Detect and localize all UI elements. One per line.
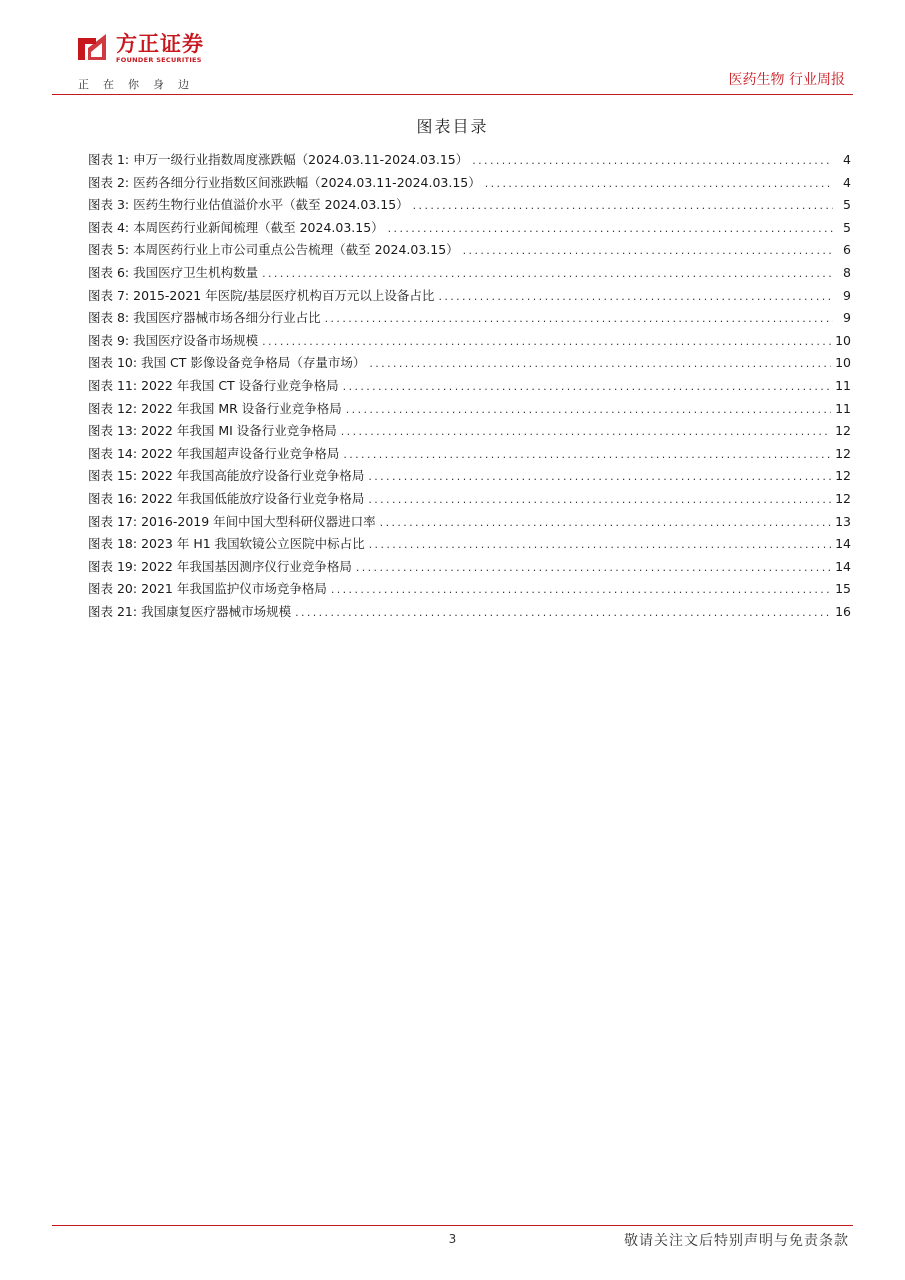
toc-entry-page: 13 <box>835 513 851 529</box>
toc-entry-page: 14 <box>835 558 851 574</box>
toc-entry-page: 8 <box>843 264 851 280</box>
toc-leader-dots <box>325 312 833 325</box>
toc-leader-dots <box>463 244 833 257</box>
toc-entry[interactable] <box>88 150 851 173</box>
toc-entry[interactable] <box>88 399 851 422</box>
toc-entry[interactable] <box>88 444 851 467</box>
toc-entry-page: 6 <box>843 242 851 258</box>
toc-entry-label: 图表 18: 2023 年 H1 我国软镜公立医院中标占比 <box>88 536 365 552</box>
toc-entry-page: 10 <box>835 355 851 371</box>
footer-divider <box>52 1225 853 1226</box>
toc-entry-page: 16 <box>835 603 851 619</box>
toc-entry-page: 5 <box>843 219 851 235</box>
figure-table-of-contents <box>88 150 851 624</box>
toc-leader-dots <box>380 516 831 529</box>
toc-entry[interactable] <box>88 579 851 602</box>
toc-entry-label: 图表 10: 我国 CT 影像设备竞争格局（存量市场） <box>88 355 366 371</box>
toc-entry-label: 图表 8: 我国医疗器械市场各细分行业占比 <box>88 310 321 326</box>
toc-entry-label: 图表 15: 2022 年我国高能放疗设备行业竞争格局 <box>88 468 365 484</box>
toc-entry[interactable] <box>88 286 851 309</box>
toc-entry-label: 图表 17: 2016-2019 年间中国大型科研仪器进口率 <box>88 513 376 529</box>
report-category: 医药生物 行业周报 <box>728 72 845 88</box>
toc-leader-dots <box>485 177 833 190</box>
page-number: 3 <box>448 1232 457 1246</box>
toc-leader-dots <box>331 583 831 596</box>
toc-entry-page: 12 <box>835 445 851 461</box>
toc-entry[interactable] <box>88 421 851 444</box>
toc-entry-page: 5 <box>843 197 851 213</box>
toc-entry-label: 图表 2: 医药各细分行业指数区间涨跌幅（2024.03.11-2024.03.15） <box>88 174 481 190</box>
toc-entry-label: 图表 6: 我国医疗卫生机构数量 <box>88 264 259 280</box>
toc-entry-label: 图表 11: 2022 年我国 CT 设备行业竞争格局 <box>88 377 339 393</box>
toc-leader-dots <box>346 403 831 416</box>
toc-entry-label: 图表 1: 申万一级行业指数周度涨跌幅（2024.03.11-2024.03.15） <box>88 152 469 167</box>
toc-entry[interactable] <box>88 263 851 286</box>
toc-leader-dots <box>341 425 831 438</box>
toc-entry-label: 图表 9: 我国医疗设备市场规模 <box>88 332 259 348</box>
toc-entry-label: 图表 3: 医药生物行业估值溢价水平（截至 2024.03.15） <box>88 197 409 213</box>
toc-entry[interactable] <box>88 489 851 512</box>
toc-entry-label: 图表 14: 2022 年我国超声设备行业竞争格局 <box>88 445 340 461</box>
toc-entry[interactable] <box>88 195 851 218</box>
toc-leader-dots <box>369 357 831 370</box>
toc-entry-label: 图表 16: 2022 年我国低能放疗设备行业竞争格局 <box>88 490 365 506</box>
toc-entry-page: 12 <box>835 468 851 484</box>
toc-entry[interactable] <box>88 512 851 535</box>
toc-entry[interactable] <box>88 602 851 625</box>
toc-entry-page: 9 <box>843 310 851 326</box>
toc-entry-label: 图表 12: 2022 年我国 MR 设备行业竞争格局 <box>88 400 342 416</box>
toc-leader-dots <box>343 380 831 393</box>
toc-entry-page: 15 <box>835 581 851 597</box>
toc-entry[interactable] <box>88 534 851 557</box>
toc-leader-dots <box>369 538 831 551</box>
toc-entry[interactable] <box>88 557 851 580</box>
toc-entry-label: 图表 5: 本周医药行业上市公司重点公告梳理（截至 2024.03.15） <box>88 242 459 258</box>
toc-leader-dots <box>472 154 833 167</box>
toc-leader-dots <box>368 470 831 483</box>
toc-entry-page: 9 <box>843 287 851 303</box>
toc-entry-page: 10 <box>835 332 851 348</box>
toc-entry[interactable] <box>88 173 851 196</box>
toc-leader-dots <box>262 335 831 348</box>
toc-leader-dots <box>295 606 831 619</box>
toc-entry[interactable] <box>88 331 851 354</box>
toc-entry[interactable] <box>88 466 851 489</box>
toc-leader-dots <box>343 448 831 461</box>
toc-entry-label: 图表 21: 我国康复医疗器械市场规模 <box>88 603 292 619</box>
toc-leader-dots <box>262 267 833 280</box>
toc-leader-dots <box>368 493 831 506</box>
toc-entry-page: 11 <box>835 377 851 393</box>
toc-entry-page: 11 <box>835 400 851 416</box>
toc-entry[interactable] <box>88 240 851 263</box>
company-slogan: 正在你身边 <box>78 78 203 91</box>
toc-entry-page: 4 <box>843 152 851 167</box>
logo-chinese-name: 方正证券 <box>116 32 204 56</box>
toc-entry[interactable] <box>88 218 851 241</box>
founder-logo-icon <box>74 30 110 66</box>
toc-entry[interactable] <box>88 376 851 399</box>
toc-entry-label: 图表 4: 本周医药行业新闻梳理（截至 2024.03.15） <box>88 219 384 235</box>
toc-entry[interactable] <box>88 353 851 376</box>
toc-entry[interactable] <box>88 308 851 331</box>
company-logo <box>74 30 204 66</box>
disclaimer-notice: 敬请关注文后特别声明与免责条款 <box>624 1233 849 1249</box>
toc-entry-page: 12 <box>835 423 851 439</box>
toc-entry-label: 图表 19: 2022 年我国基因测序仪行业竞争格局 <box>88 558 352 574</box>
header-divider <box>52 94 853 95</box>
toc-entry-page: 4 <box>843 174 851 190</box>
toc-entry-label: 图表 20: 2021 年我国监护仪市场竞争格局 <box>88 581 327 597</box>
toc-leader-dots <box>438 290 833 303</box>
toc-entry-page: 14 <box>835 536 851 552</box>
toc-title: 图表目录 <box>416 117 489 136</box>
toc-leader-dots <box>388 222 833 235</box>
toc-leader-dots <box>356 561 831 574</box>
logo-english-name: FOUNDER SECURITIES <box>116 56 202 64</box>
toc-entry-label: 图表 7: 2015-2021 年医院/基层医疗机构百万元以上设备占比 <box>88 287 435 303</box>
toc-entry-page: 12 <box>835 490 851 506</box>
toc-entry-label: 图表 13: 2022 年我国 MI 设备行业竞争格局 <box>88 423 337 439</box>
toc-leader-dots <box>413 199 833 212</box>
